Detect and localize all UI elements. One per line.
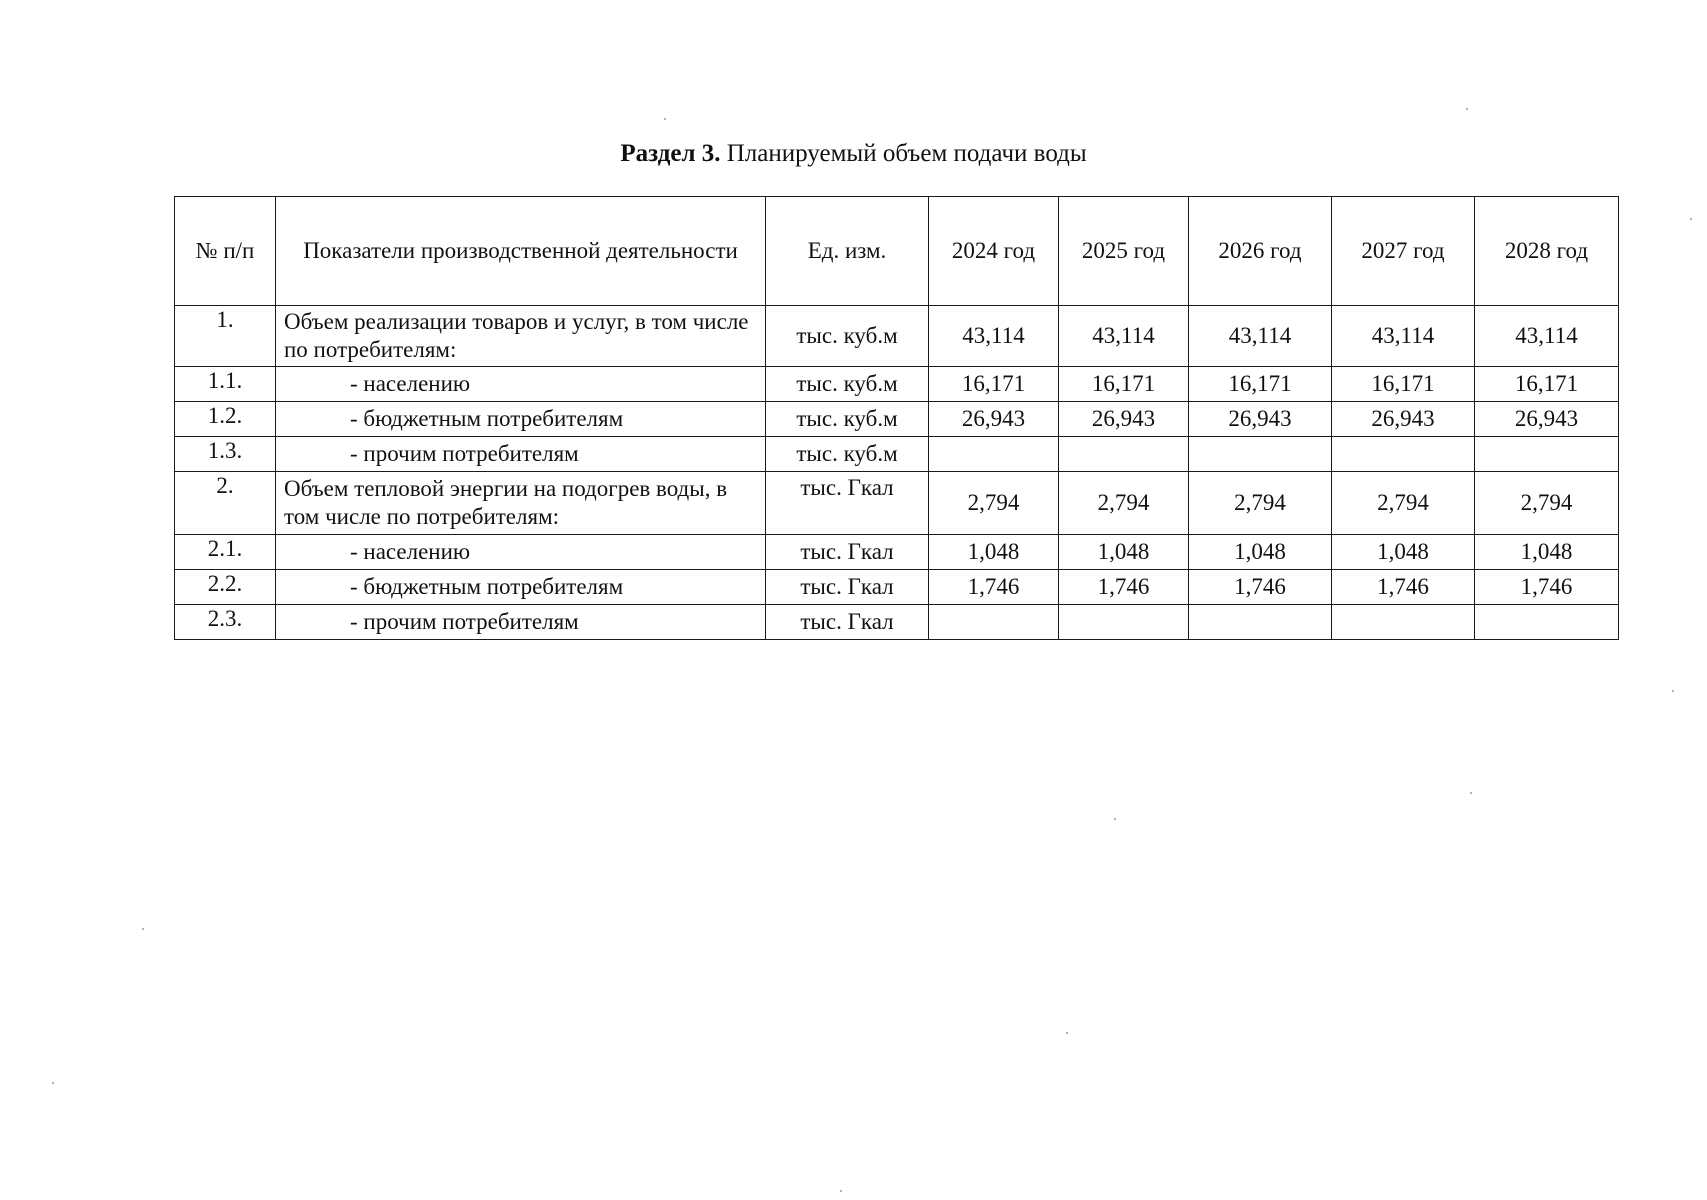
value-2025: 1,048 <box>1059 535 1189 570</box>
row-indicator: - бюджетным потребителям <box>276 402 766 437</box>
value-2027 <box>1332 437 1475 472</box>
value-2025: 1,746 <box>1059 570 1189 605</box>
value-2024 <box>929 605 1059 640</box>
value-2028: 1,746 <box>1475 570 1619 605</box>
value-2028: 43,114 <box>1475 306 1619 367</box>
value-2026: 2,794 <box>1189 472 1332 535</box>
value-2026: 1,746 <box>1189 570 1332 605</box>
value-2028: 1,048 <box>1475 535 1619 570</box>
scan-speck <box>1466 108 1468 110</box>
header-year-2025: 2025 год <box>1059 197 1189 306</box>
table-row <box>175 605 1619 640</box>
row-unit: тыс. куб.м <box>766 367 929 402</box>
value-2026 <box>1189 437 1332 472</box>
header-year-2028: 2028 год <box>1475 197 1619 306</box>
value-2027: 26,943 <box>1332 402 1475 437</box>
header-indicator: Показатели производственной деятельности <box>276 197 766 306</box>
scan-speck <box>840 1190 842 1192</box>
row-number: 1. <box>175 306 276 367</box>
value-2028: 2,794 <box>1475 472 1619 535</box>
value-2026: 43,114 <box>1189 306 1332 367</box>
value-2026 <box>1189 605 1332 640</box>
row-number: 2. <box>175 472 276 535</box>
scan-speck <box>1114 818 1116 820</box>
table-row <box>175 402 1619 437</box>
value-2027: 43,114 <box>1332 306 1475 367</box>
value-2026: 1,048 <box>1189 535 1332 570</box>
value-2024: 16,171 <box>929 367 1059 402</box>
row-unit: тыс. Гкал <box>766 472 929 535</box>
header-year-2026: 2026 год <box>1189 197 1332 306</box>
section-title-text: Планируемый объем подачи воды <box>720 140 1087 167</box>
value-2025: 16,171 <box>1059 367 1189 402</box>
value-2024: 43,114 <box>929 306 1059 367</box>
header-year-2024: 2024 год <box>929 197 1059 306</box>
water-supply-table <box>174 196 1619 640</box>
section-title <box>0 138 1707 170</box>
scan-speck <box>664 118 666 120</box>
table-row <box>175 472 1619 535</box>
scan-speck <box>1672 690 1674 692</box>
row-unit: тыс. Гкал <box>766 605 929 640</box>
value-2026: 16,171 <box>1189 367 1332 402</box>
scan-speck <box>142 928 144 930</box>
value-2024: 2,794 <box>929 472 1059 535</box>
table-header-row <box>175 197 1619 306</box>
value-2027: 2,794 <box>1332 472 1475 535</box>
value-2024: 1,048 <box>929 535 1059 570</box>
row-number: 1.2. <box>175 402 276 437</box>
row-indicator: Объем реализации товаров и услуг, в том числе по потребителям: <box>276 306 766 367</box>
value-2027: 1,746 <box>1332 570 1475 605</box>
row-indicator: Объем тепловой энергии на подогрев воды, в том числе по потребителям: <box>276 472 766 535</box>
value-2028: 16,171 <box>1475 367 1619 402</box>
row-unit: тыс. куб.м <box>766 437 929 472</box>
value-2025 <box>1059 605 1189 640</box>
row-unit: тыс. Гкал <box>766 570 929 605</box>
header-unit: Ед. изм. <box>766 197 929 306</box>
value-2027: 16,171 <box>1332 367 1475 402</box>
row-number: 2.3. <box>175 605 276 640</box>
table-row <box>175 535 1619 570</box>
value-2026: 26,943 <box>1189 402 1332 437</box>
value-2024: 1,746 <box>929 570 1059 605</box>
row-number: 2.1. <box>175 535 276 570</box>
table-row <box>175 306 1619 367</box>
row-indicator: - населению <box>276 367 766 402</box>
scan-speck <box>1690 218 1692 220</box>
section-title-number: Раздел 3. <box>620 140 721 167</box>
row-indicator: - прочим потребителям <box>276 605 766 640</box>
value-2025 <box>1059 437 1189 472</box>
row-number: 1.3. <box>175 437 276 472</box>
row-number: 1.1. <box>175 367 276 402</box>
value-2028 <box>1475 437 1619 472</box>
header-num: № п/п <box>175 197 276 306</box>
row-unit: тыс. куб.м <box>766 306 929 367</box>
table-row <box>175 570 1619 605</box>
row-unit: тыс. куб.м <box>766 402 929 437</box>
row-number: 2.2. <box>175 570 276 605</box>
table-row <box>175 367 1619 402</box>
value-2024: 26,943 <box>929 402 1059 437</box>
value-2028: 26,943 <box>1475 402 1619 437</box>
value-2025: 43,114 <box>1059 306 1189 367</box>
scan-speck <box>1470 792 1472 794</box>
value-2024 <box>929 437 1059 472</box>
row-indicator: - населению <box>276 535 766 570</box>
row-indicator: - прочим потребителям <box>276 437 766 472</box>
value-2028 <box>1475 605 1619 640</box>
row-unit: тыс. Гкал <box>766 535 929 570</box>
value-2025: 2,794 <box>1059 472 1189 535</box>
table-row <box>175 437 1619 472</box>
row-indicator: - бюджетным потребителям <box>276 570 766 605</box>
scan-speck <box>52 1082 54 1084</box>
value-2027 <box>1332 605 1475 640</box>
scan-speck <box>1066 1032 1068 1034</box>
value-2025: 26,943 <box>1059 402 1189 437</box>
header-year-2027: 2027 год <box>1332 197 1475 306</box>
value-2027: 1,048 <box>1332 535 1475 570</box>
